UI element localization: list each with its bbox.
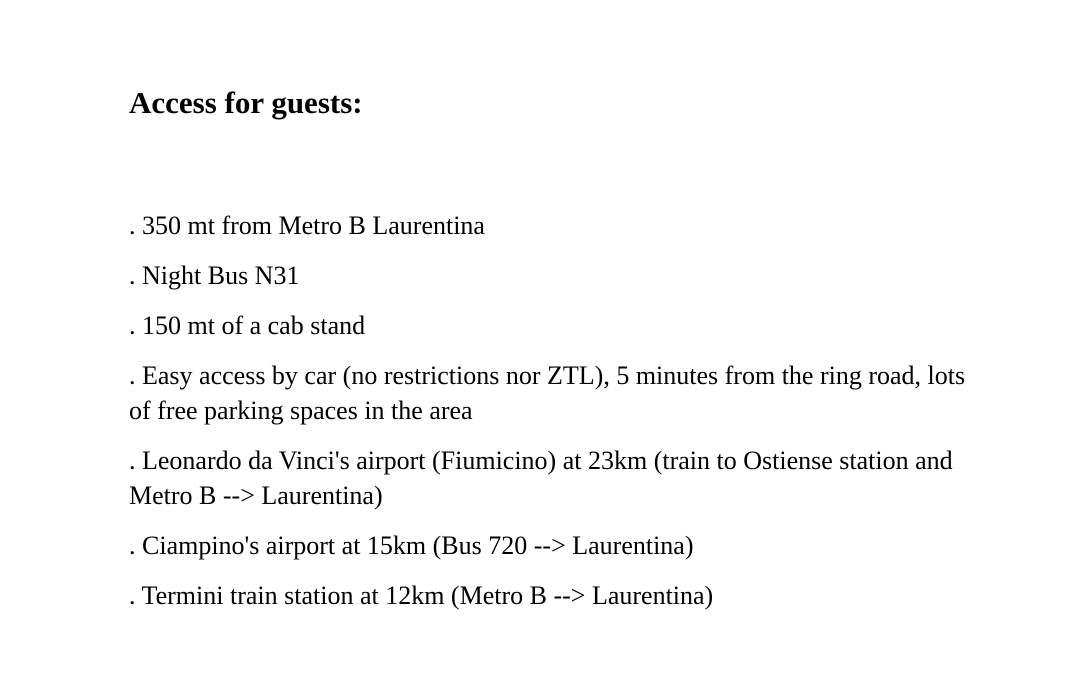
access-list xyxy=(129,208,979,628)
page-title: Access for guests: xyxy=(129,85,363,120)
access-item-metro: . 350 mt from Metro B Laurentina xyxy=(129,211,485,240)
access-item-night-bus: . Night Bus N31 xyxy=(129,261,300,290)
access-item-car: . Easy access by car (no restrictions nor ZTL), 5 minutes from the ring road, lots of free parking spaces in the area xyxy=(129,361,966,425)
access-item-termini-station: . Termini train station at 12km (Metro B --> Laurentina) xyxy=(129,581,714,610)
access-item-fiumicino-airport: . Leonardo da Vinci's airport (Fiumicino) at 23km (train to Ostiense station and Metro B --> Laurentina) xyxy=(129,446,953,510)
access-item-cab-stand: . 150 mt of a cab stand xyxy=(129,311,366,340)
access-item-ciampino-airport: . Ciampino's airport at 15km (Bus 720 --> Laurentina) xyxy=(129,531,694,560)
